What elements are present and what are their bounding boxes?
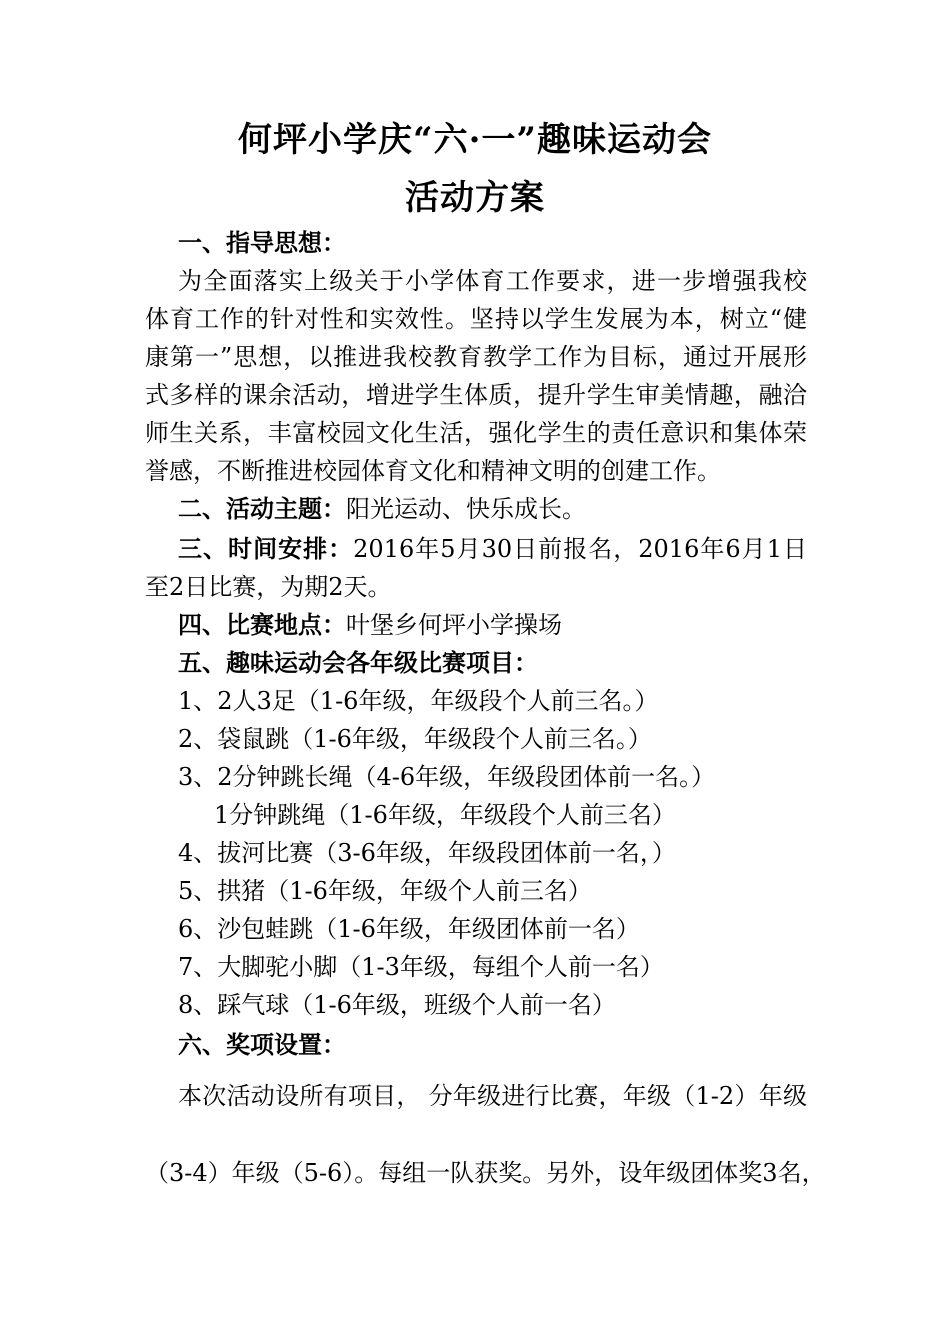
event-item: 2、袋鼠跳（1-6年级，年级段个人前三名。）	[178, 725, 652, 753]
section-3-text: 2016年5月30日前报名，2016年6月1日	[353, 535, 807, 563]
section-6-paragraph-line: 本次活动设所有项目， 分年级进行比赛，年级（1-2）年级	[178, 1082, 807, 1110]
event-item: 5、拱猪（1-6年级，年级个人前三名）	[178, 877, 592, 905]
section-1-paragraph-line: 师生关系，丰富校园文化生活，强化学生的责任意识和集体荣	[145, 419, 807, 447]
event-item: 8、踩气球（1-6年级，班级个人前一名）	[178, 991, 616, 1019]
section-4-heading: 四、比赛地点：	[178, 610, 346, 639]
section-3	[178, 534, 807, 564]
document-subtitle: 活动方案	[405, 178, 545, 218]
document-title: 何坪小学庆“六·一”趣味运动会	[238, 120, 712, 160]
section-3-text-continued: 至2日比赛，为期2天。	[145, 573, 392, 601]
section-1-paragraph-line: 康第一”思想，以推进我校教育教学工作为目标，通过开展形	[145, 343, 807, 371]
event-item: 7、大脚驼小脚（1-3年级，每组个人前一名）	[178, 953, 664, 981]
section-4-text: 叶堡乡何坪小学操场	[346, 611, 562, 639]
section-2-heading: 二、活动主题：	[178, 494, 346, 523]
section-6-heading: 六、奖项设置：	[178, 1030, 346, 1059]
event-item: 6、沙包蛙跳（1-6年级，年级团体前一名）	[178, 915, 640, 943]
section-2	[178, 494, 586, 524]
section-5-heading: 五、趣味运动会各年级比赛项目：	[178, 648, 538, 677]
section-2-text: 阳光运动、快乐成长。	[346, 495, 586, 523]
section-1-heading: 一、指导思想：	[178, 228, 346, 257]
section-6-paragraph-line: （3-4）年级（5-6）。每组一队获奖。另外，设年级团体奖3名，	[145, 1159, 826, 1187]
event-item: 1、2人3足（1-6年级，年级段个人前三名。）	[178, 687, 659, 715]
section-3-heading: 三、时间安排：	[178, 534, 354, 563]
section-1-paragraph-line: 体育工作的针对性和实效性。坚持以学生发展为本，树立“健	[145, 305, 807, 333]
section-4	[178, 610, 562, 640]
event-item: 3、2分钟跳长绳（4-6年级，年级段团体前一名。）	[178, 763, 716, 791]
section-1-paragraph-line: 为全面落实上级关于小学体育工作要求，进一步增强我校	[178, 267, 807, 295]
section-1-paragraph-line: 式多样的课余活动，增进学生体质，提升学生审美情趣，融洽	[145, 381, 807, 409]
event-item: 1分钟跳绳（1-6年级，年级段个人前三名）	[214, 801, 676, 829]
event-item: 4、拔河比赛（3-6年级，年级段团体前一名，）	[178, 839, 676, 867]
section-1-paragraph-line: 誉感，不断推进校园体育文化和精神文明的创建工作。	[145, 457, 721, 485]
